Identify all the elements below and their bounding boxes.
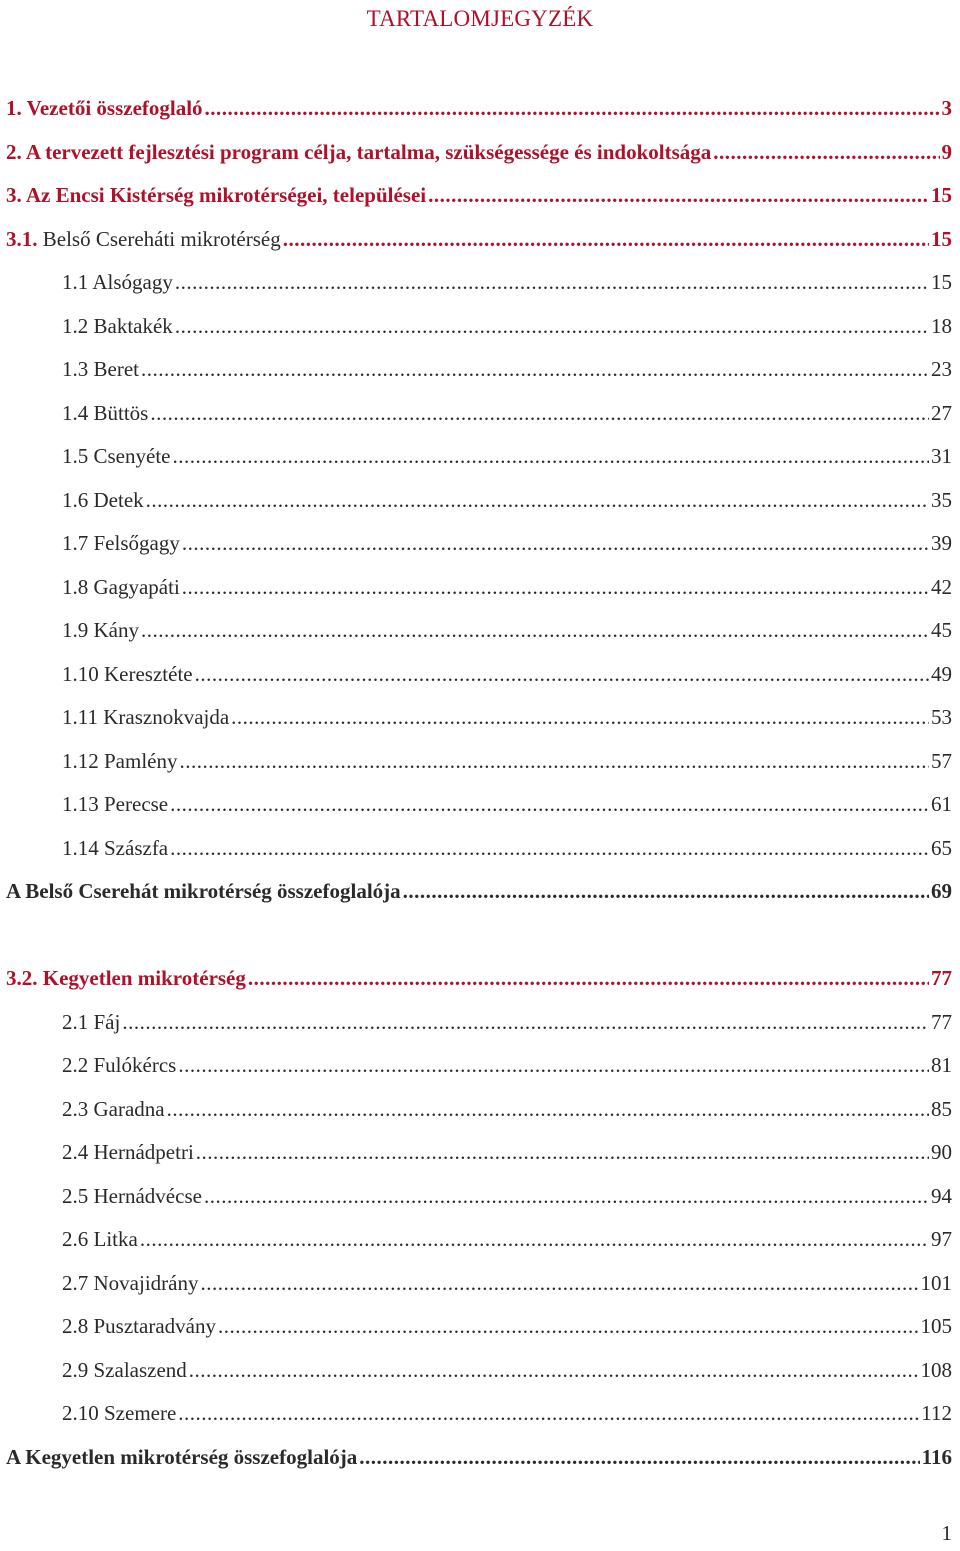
toc-entry-page: 90 bbox=[931, 1140, 952, 1164]
toc-entry-label: 1.12 Pamlény bbox=[62, 749, 178, 773]
toc-entry-csenyete[interactable] bbox=[62, 441, 952, 471]
toc-entry-label: 2.3 Garadna bbox=[62, 1097, 165, 1121]
toc-leader-dots bbox=[175, 311, 929, 341]
toc-entry-label: 1.1 Alsógagy bbox=[62, 270, 173, 294]
toc-leader-dots bbox=[182, 528, 929, 558]
toc-entry-label: 2.5 Hernádvécse bbox=[62, 1184, 202, 1208]
toc-leader-dots bbox=[172, 441, 929, 471]
toc-entry-page: 105 bbox=[920, 1314, 952, 1338]
toc-entry-fejlesztesi-program[interactable] bbox=[6, 137, 952, 167]
toc-entry-fulokercs[interactable] bbox=[62, 1050, 952, 1080]
toc-entry-szaszfa[interactable] bbox=[62, 833, 952, 863]
toc-entry-label: 1.5 Csenyéte bbox=[62, 444, 171, 468]
toc-entry-page: 53 bbox=[931, 705, 952, 729]
toc-leader-dots bbox=[141, 615, 929, 645]
toc-leader-dots bbox=[205, 93, 940, 123]
toc-leader-dots bbox=[283, 224, 929, 254]
toc-entry-page: 101 bbox=[920, 1271, 952, 1295]
toc-leader-dots bbox=[175, 267, 929, 297]
toc-leader-dots bbox=[231, 702, 929, 732]
toc-leader-dots bbox=[122, 1007, 929, 1037]
toc-leader-dots bbox=[403, 876, 929, 906]
toc-entry-encsi-kisterseg[interactable] bbox=[6, 180, 952, 210]
toc-entry-label: A Kegyetlen mikrotérség összefoglalója bbox=[6, 1445, 358, 1469]
toc-entry-label: 1.7 Felsőgagy bbox=[62, 531, 180, 555]
toc-entry-page: 85 bbox=[931, 1097, 952, 1121]
toc-entry-gagyapati[interactable] bbox=[62, 572, 952, 602]
toc-entry-pusztaradvany[interactable] bbox=[62, 1311, 952, 1341]
toc-leader-dots bbox=[195, 659, 929, 689]
toc-entry-buttos[interactable] bbox=[62, 398, 952, 428]
toc-leader-dots bbox=[140, 1224, 929, 1254]
toc-entry-pamleny[interactable] bbox=[62, 746, 952, 776]
toc-entry-label: 1.11 Krasznokvajda bbox=[62, 705, 230, 729]
toc-entry-kereszete[interactable] bbox=[62, 659, 952, 689]
toc-entry-label: 2.2 Fulókércs bbox=[62, 1053, 177, 1077]
toc-entry-krasznokvajda[interactable] bbox=[62, 702, 952, 732]
toc-entry-label bbox=[6, 224, 283, 254]
page-title: TARTALOMJEGYZÉK bbox=[366, 6, 594, 31]
toc-entry-page: 15 bbox=[931, 270, 952, 294]
toc-leader-dots bbox=[141, 354, 929, 384]
toc-leader-dots bbox=[200, 1268, 918, 1298]
toc-entry-label: 1.13 Perecse bbox=[62, 792, 169, 816]
toc-entry-label: 1.2 Baktakék bbox=[62, 314, 173, 338]
toc-leader-dots bbox=[713, 137, 939, 167]
toc-leader-dots bbox=[182, 572, 929, 602]
toc-leader-dots bbox=[204, 1181, 929, 1211]
toc-entry-garadna[interactable] bbox=[62, 1094, 952, 1124]
toc-entry-label: 1.4 Büttös bbox=[62, 401, 149, 425]
toc-entry-novajidrany[interactable] bbox=[62, 1268, 952, 1298]
toc-entry-page: 94 bbox=[931, 1184, 952, 1208]
toc-leader-dots bbox=[196, 1137, 929, 1167]
toc-entry-page: 57 bbox=[931, 749, 952, 773]
toc-entry-label: 2.9 Szalaszend bbox=[62, 1358, 187, 1382]
toc-entry-page: 15 bbox=[931, 227, 952, 251]
toc-entry-belso-cserehat-osszefoglalo[interactable] bbox=[6, 876, 952, 906]
toc-entry-label: 2.8 Pusztaradvány bbox=[62, 1314, 216, 1338]
toc-entry-page: 42 bbox=[931, 575, 952, 599]
toc-entry-label: 2.1 Fáj bbox=[62, 1010, 121, 1034]
toc-entry-page: 18 bbox=[931, 314, 952, 338]
toc-entry-vezetoi-osszefoglalo[interactable] bbox=[6, 93, 952, 123]
toc-entry-page: 116 bbox=[921, 1445, 952, 1469]
toc-entry-page: 77 bbox=[931, 1010, 952, 1034]
toc-leader-dots bbox=[359, 1442, 919, 1472]
toc-entry-detek[interactable] bbox=[62, 485, 952, 515]
toc-leader-dots bbox=[189, 1355, 919, 1385]
toc-entry-label: 1.9 Kány bbox=[62, 618, 139, 642]
toc-entry-page: 81 bbox=[931, 1053, 952, 1077]
page-number: 1 bbox=[941, 1521, 952, 1545]
toc-entry-page: 65 bbox=[931, 836, 952, 860]
toc-entry-label: 1.14 Szászfa bbox=[62, 836, 169, 860]
toc-leader-dots bbox=[170, 833, 929, 863]
toc-entry-belso-cserehati[interactable] bbox=[6, 224, 952, 254]
toc-entry-page: 23 bbox=[931, 357, 952, 381]
toc-leader-dots bbox=[180, 746, 930, 776]
toc-entry-page: 31 bbox=[931, 444, 952, 468]
toc-entry-label: 2.10 Szemere bbox=[62, 1401, 177, 1425]
toc-entry-kegyetlen[interactable] bbox=[6, 963, 952, 993]
toc-entry-label: 2.4 Hernádpetri bbox=[62, 1140, 194, 1164]
toc-entry-page: 35 bbox=[931, 488, 952, 512]
toc-entry-label: 3. Az Encsi Kistérség mikrotérségei, települései bbox=[6, 183, 427, 207]
toc-entry-label: 2.6 Litka bbox=[62, 1227, 138, 1251]
toc-section-title: Belső Csereháti mikrotérség bbox=[42, 227, 281, 251]
toc-entry-label: 1.3 Beret bbox=[62, 357, 139, 381]
toc-entry-label: A Belső Cserehát mikrotérség összefoglalója bbox=[6, 879, 401, 903]
toc-entry-kany[interactable] bbox=[62, 615, 952, 645]
toc-entry-baktakek[interactable] bbox=[62, 311, 952, 341]
toc-entry-label: 2.7 Novajidrány bbox=[62, 1271, 199, 1295]
toc-entry-szemere[interactable] bbox=[62, 1398, 952, 1428]
toc-entry-page: 61 bbox=[931, 792, 952, 816]
toc-entry-perecse[interactable] bbox=[62, 789, 952, 819]
toc-entry-szalaszend[interactable] bbox=[62, 1355, 952, 1385]
toc-entry-page: 112 bbox=[921, 1401, 952, 1425]
toc-entry-page: 49 bbox=[931, 662, 952, 686]
toc-entry-page: 45 bbox=[931, 618, 952, 642]
toc-entry-felsogagy[interactable] bbox=[62, 528, 952, 558]
toc-leader-dots bbox=[150, 398, 929, 428]
toc-entry-page: 97 bbox=[931, 1227, 952, 1251]
toc-section-number: 3.1. bbox=[6, 227, 38, 251]
toc-leader-dots bbox=[248, 963, 929, 993]
toc-entry-label: 1.10 Keresztéte bbox=[62, 662, 193, 686]
toc-entry-beret[interactable] bbox=[62, 354, 952, 384]
toc-entry-label: 3.2. Kegyetlen mikrotérség bbox=[6, 966, 246, 990]
toc-entry-label: 1.6 Detek bbox=[62, 488, 144, 512]
toc-entry-litka[interactable] bbox=[62, 1224, 952, 1254]
toc-leader-dots bbox=[428, 180, 929, 210]
toc-entry-hernadvecse[interactable] bbox=[62, 1181, 952, 1211]
toc-entry-page: 39 bbox=[931, 531, 952, 555]
toc-leader-dots bbox=[218, 1311, 919, 1341]
toc-entry-page: 77 bbox=[931, 966, 952, 990]
toc-entry-page: 15 bbox=[931, 183, 952, 207]
toc-entry-page: 9 bbox=[941, 140, 952, 164]
toc-entry-label: 1. Vezetői összefoglaló bbox=[6, 96, 203, 120]
toc-entry-hernadpetri[interactable] bbox=[62, 1137, 952, 1167]
toc-leader-dots bbox=[170, 789, 929, 819]
toc-entry-label: 2. A tervezett fejlesztési program célja, tartalma, szükségessége és indokoltsága bbox=[6, 140, 712, 164]
toc-leader-dots bbox=[146, 485, 929, 515]
toc-entry-alsogagy[interactable] bbox=[62, 267, 952, 297]
toc-leader-dots bbox=[178, 1398, 919, 1428]
toc-entry-page: 3 bbox=[941, 96, 952, 120]
toc-entry-page: 108 bbox=[920, 1358, 952, 1382]
toc-entry-kegyetlen-osszefoglalo[interactable] bbox=[6, 1442, 952, 1472]
toc-leader-dots bbox=[178, 1050, 929, 1080]
toc-entry-label: 1.8 Gagyapáti bbox=[62, 575, 180, 599]
toc-entry-page: 27 bbox=[931, 401, 952, 425]
toc-entry-faj[interactable] bbox=[62, 1007, 952, 1037]
toc-entry-page: 69 bbox=[931, 879, 952, 903]
toc-leader-dots bbox=[167, 1094, 929, 1124]
